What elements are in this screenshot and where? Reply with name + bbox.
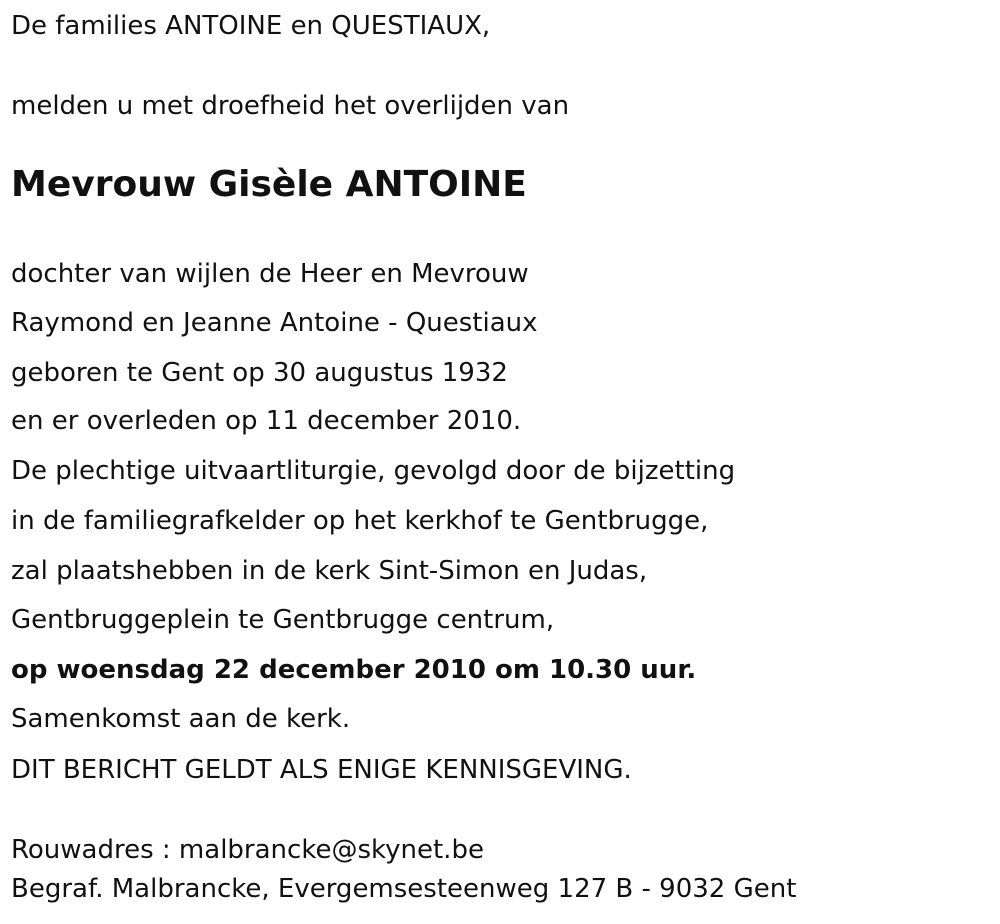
body-line: De plechtige uitvaartliturgie, gevolgd door de bijzetting	[11, 456, 736, 486]
body-line: geboren te Gent op 30 augustus 1932	[11, 358, 508, 388]
condolence-address: Rouwadres : malbrancke@skynet.be	[11, 835, 484, 865]
body-line: en er overleden op 11 december 2010.	[11, 406, 522, 436]
body-line: dochter van wijlen de Heer en Mevrouw	[11, 259, 529, 289]
body-line: in de familiegrafkelder op het kerkhof te Gentbrugge,	[11, 506, 709, 536]
body-line: Raymond en Jeanne Antoine - Questiaux	[11, 308, 538, 338]
service-datetime: op woensdag 22 december 2010 om 10.30 uur.	[11, 655, 697, 685]
funeral-home-address: Begraf. Malbrancke, Evergemsesteenweg 127 B - 9032 Gent	[11, 874, 797, 904]
body-line: zal plaatshebben in de kerk Sint-Simon en Judas,	[11, 556, 648, 586]
official-notice-line: DIT BERICHT GELDT ALS ENIGE KENNISGEVING.	[11, 755, 632, 785]
deceased-name: Mevrouw Gisèle ANTOINE	[11, 164, 527, 205]
gathering-line: Samenkomst aan de kerk.	[11, 704, 351, 734]
announcement-line: melden u met droefheid het overlijden van	[11, 91, 570, 121]
body-line: Gentbruggeplein te Gentbrugge centrum,	[11, 605, 555, 635]
intro-line: De families ANTOINE en QUESTIAUX,	[11, 11, 491, 41]
